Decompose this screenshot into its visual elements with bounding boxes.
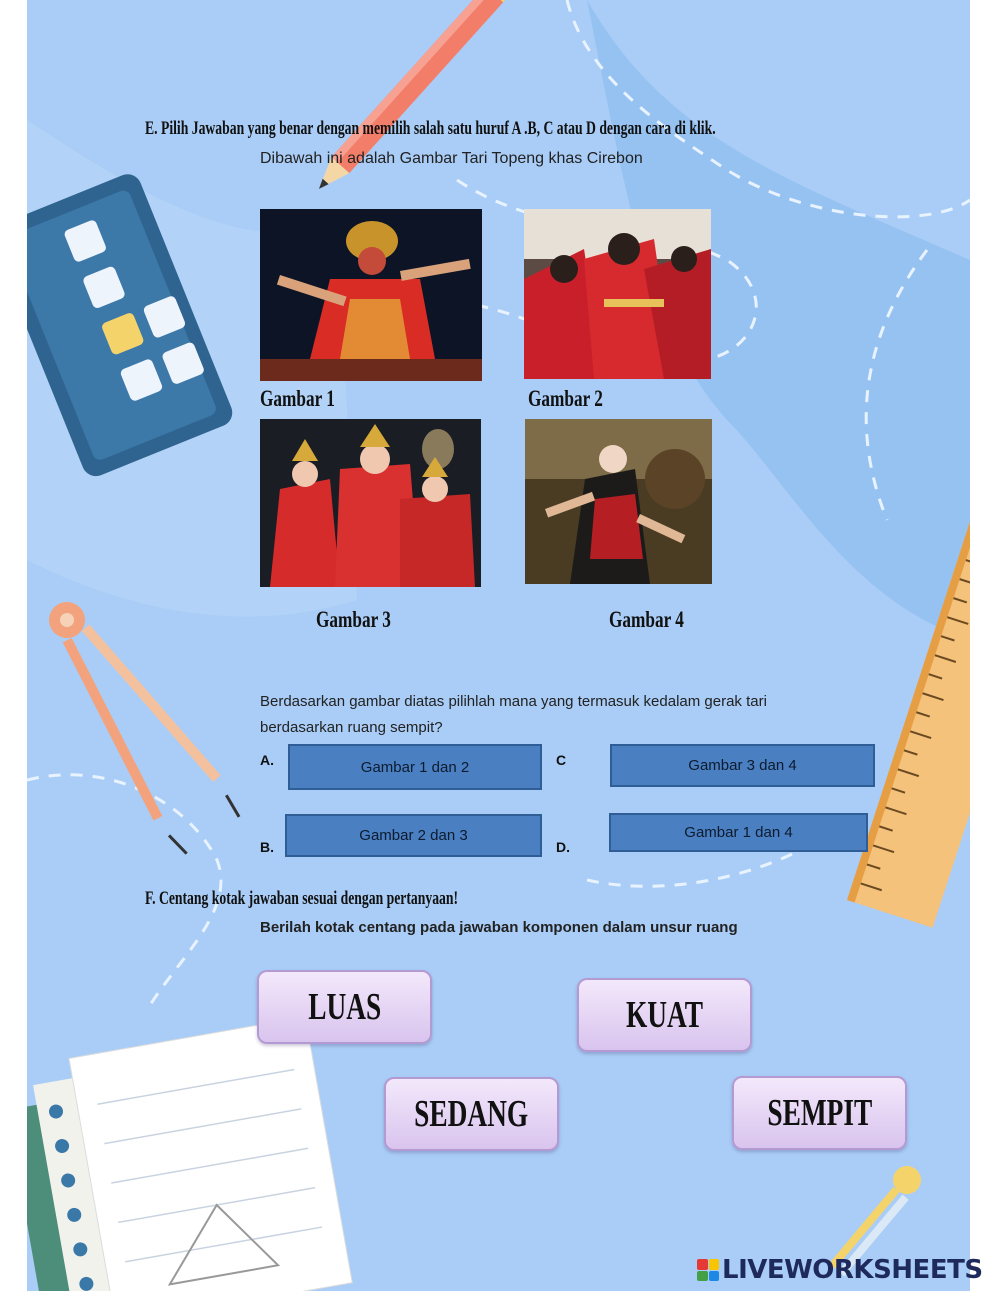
choice-luas[interactable] xyxy=(257,970,432,1044)
worksheet-page xyxy=(27,0,970,1291)
question-text-line2: berdasarkan ruang sempit? xyxy=(260,719,443,736)
choice-kuat-label: KUAT xyxy=(625,994,704,1036)
caption-gambar-1: Gambar 1 xyxy=(260,386,335,411)
option-b-button[interactable]: Gambar 2 dan 3 xyxy=(285,814,542,857)
option-letter-c: C xyxy=(556,752,567,768)
choice-sempit-label: SEMPIT xyxy=(767,1092,872,1134)
liveworksheets-logo xyxy=(697,1253,983,1287)
option-d-button[interactable]: Gambar 1 dan 4 xyxy=(609,813,868,852)
liveworksheets-logo-icon xyxy=(697,1259,719,1281)
caption-gambar-2: Gambar 2 xyxy=(528,386,603,411)
dance-photo-4 xyxy=(525,419,712,584)
section-e-subtitle: Dibawah ini adalah Gambar Tari Topeng khas Cirebon xyxy=(260,150,643,167)
caption-gambar-4: Gambar 4 xyxy=(609,607,684,632)
section-f-heading: F. Centang kotak jawaban sesuai dengan pertanyaan! xyxy=(145,888,459,909)
question-text-line1: Berdasarkan gambar diatas pilihlah mana yang termasuk kedalam gerak tari xyxy=(260,693,767,710)
option-letter-b: B. xyxy=(260,839,274,855)
option-c-button[interactable]: Gambar 3 dan 4 xyxy=(610,744,875,787)
choice-kuat[interactable] xyxy=(577,978,752,1052)
choice-sedang-label: SEDANG xyxy=(414,1093,529,1135)
choice-sempit[interactable] xyxy=(732,1076,907,1150)
dance-photo-2 xyxy=(524,209,711,379)
caption-gambar-3: Gambar 3 xyxy=(316,607,391,632)
choice-luas-label: LUAS xyxy=(308,986,381,1028)
dance-photo-3 xyxy=(260,419,481,587)
section-f-subtitle: Berilah kotak centang pada jawaban komponen dalam unsur ruang xyxy=(260,919,738,936)
option-a-button[interactable]: Gambar 1 dan 2 xyxy=(288,744,542,790)
option-letter-a: A. xyxy=(260,752,274,768)
choice-sedang[interactable] xyxy=(384,1077,559,1151)
brand-name: LIVEWORKSHEETS xyxy=(722,1255,983,1285)
dance-photo-1 xyxy=(260,209,482,381)
option-letter-d: D. xyxy=(556,839,570,855)
section-e-heading: E. Pilih Jawaban yang benar dengan memilih salah satu huruf A .B, C atau D dengan cara di klik. xyxy=(145,118,716,139)
